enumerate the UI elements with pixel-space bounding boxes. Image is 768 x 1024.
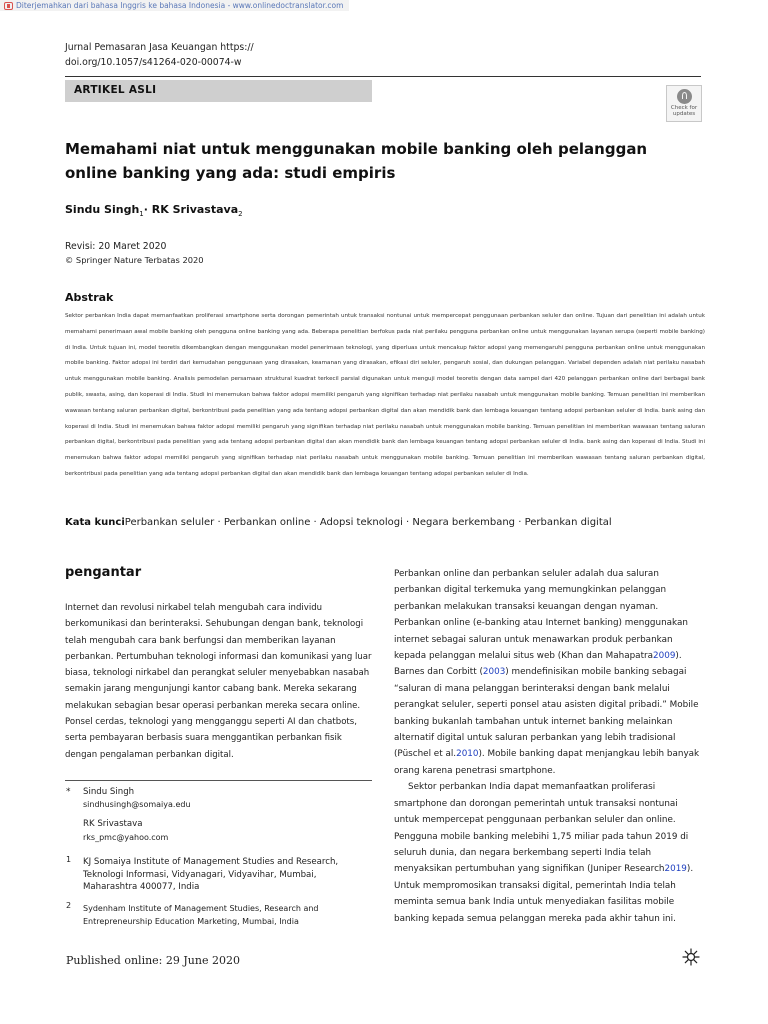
author-1[interactable]: Sindu Singh [65, 203, 140, 216]
check-for-updates-icon[interactable] [666, 85, 702, 122]
author-1-affiliation-mark: 1 [139, 210, 144, 219]
title-line-1: Memahami niat untuk menggunakan mobile banking oleh pelanggan [65, 140, 648, 158]
author-list [65, 203, 243, 218]
section-heading-introduction: pengantar [65, 565, 142, 580]
footnote-author-1-email[interactable]: sindhusingh@somaiya.edu [83, 800, 191, 809]
intro-right-paragraph-1 [394, 566, 700, 779]
affiliation-2-number: 2 [66, 901, 72, 910]
corresponding-author-mark: * [66, 787, 71, 797]
citation-link-2009[interactable]: 2009 [653, 651, 676, 662]
check-updates-line1: Check for [670, 105, 698, 111]
footnote-author-1-name: Sindu Singh [83, 787, 135, 797]
translator-banner-text[interactable]: Diterjemahkan dari bahasa Inggris ke bahasa Indonesia - www.onlinedoctranslator.com [16, 1, 344, 10]
header-rule [65, 76, 701, 77]
intro-right-paragraph-2 [394, 779, 700, 927]
intro-left-paragraph: Internet dan revolusi nirkabel telah mengubah cara individu berkomunikasi dan berinteraksi. Sehubungan dengan bank, teknologi telah mengubah cara bank berfungsi dan memberikan layanan perbankan. Pertumbuhan teknologi informasi dan komunikasi yang luar biasa, teknologi nirkabel dan perangkat seluler menyebabkan nasabah semakin jarang mengunjungi kantor cabang bank. Mereka sekarang melakukan sebagian besar operasi perbankan mereka secara online. Ponsel cerdas, teknologi yang mengganggu seperti AI dan chatbots, serta pembayaran berbasis suara menggantikan perbankan fisik dengan pengalaman perbankan digital. [65, 603, 372, 760]
abstract-text: Sektor perbankan India dapat memanfaatkan proliferasi smartphone serta dorongan pemerintah untuk transaksi nontunai untuk mempercepat penggunaan perbankan seluler dan online. Tujuan dari penelitian ini adalah untuk memahami penerimaan awal mobile banking oleh pengguna online banking yang ada. Beberapa penelitian berfokus pada niat perilaku pengguna perbankan online untuk menggunakan layanan serupa (seperti mobile banking) di India. Untuk tujuan ini, model teoretis dikembangkan dengan menggunakan model penerimaan teknologi, yang diperluas untuk mencakup faktor adopsi yang memengaruhi pengguna perbankan online untuk menggunakan mobile banking. Faktor adopsi ini terdiri dari kemudahan penggunaan yang dirasakan, keamanan yang dirasakan, efikasi diri seluler, pengaruh sosial, dan dukungan pelanggan. Variabel dependen adalah niat perilaku nasabah untuk menggunakan mobile banking. Analisis pemodelan persamaan struktural kuadrat terkecil parsial digunakan untuk menguji model teoretis dengan data sampel dari 420 pelanggan perbankan online dari berbagai bank publik, swasta, asing, dan koperasi di India. Studi ini menemukan bahwa faktor adopsi memiliki pengaruh yang signifikan terhadap niat perilaku nasabah untuk menggunakan mobile banking. Temuan penelitian ini memberikan wawasan tentang saluran perbankan digital, berkontribusi pada penelitian yang ada tentang adopsi perbankan digital dan akan mendidik bank dan lembaga keuangan tentang adopsi perbankan seluler di India. bank asing dan koperasi di India. Studi ini menemukan bahwa faktor adopsi memiliki pengaruh yang signifikan terhadap niat perilaku nasabah untuk menggunakan mobile banking. Temuan penelitian ini memberikan wawasan tentang saluran perbankan digital, berkontribusi pada penelitian yang ada tentang adopsi perbankan digital dan akan mendidik bank dan lembaga keuangan tentang adopsi perbankan seluler di India. bank asing dan koperasi di India. Studi ini menemukan bahwa faktor adopsi memiliki pengaruh yang signifikan terhadap niat perilaku nasabah untuk menggunakan mobile banking. Temuan penelitian ini memberikan wawasan tentang saluran perbankan digital, berkontribusi pada penelitian yang ada tentang adopsi perbankan digital dan akan mendidik bank dan lembaga keuangan tentang adopsi perbankan seluler di India. [65, 313, 705, 477]
revised-date: Revisi: 20 Maret 2020 [65, 241, 167, 252]
springer-horse-icon [681, 947, 701, 967]
footnote-author-2-email[interactable]: rks_pmc@yahoo.com [83, 833, 169, 842]
text-run: ) mendefinisikan mobile banking sebagai “saluran di mana pelanggan berinteraksi dengan bank melalui perangkat seluler, seperti ponsel atau asisten digital pribadi.” Mobile banking bukanlah tambahan untuk internet banking melainkan alternatif digital untuk saluran perbankan yang lebih tradisional (Püschel et al. [394, 667, 699, 760]
article-type-bar [65, 80, 372, 102]
keywords-label: Kata kunci [65, 517, 125, 528]
footnote-author-2-name: RK Srivastava [83, 819, 143, 829]
citation-link-2010[interactable]: 2010 [456, 749, 479, 760]
published-date: Published online: 29 June 2020 [66, 954, 240, 967]
affiliation-2: Sydenham Institute of Management Studies, Research and Entrepreneurship Education Marketing, Mumbai, India [83, 904, 319, 926]
keywords [65, 517, 612, 528]
check-updates-badge-icon [677, 89, 692, 104]
doi-link[interactable]: doi.org/10.1057/s41264-020-00074-w [65, 57, 242, 68]
article-type-label: ARTIKEL ASLI [74, 84, 157, 96]
translator-banner[interactable] [0, 0, 349, 11]
author-2-affiliation-mark: 2 [238, 210, 243, 219]
text-run: ). Mobile banking dapat menjangkau lebih banyak orang karena penetrasi smartphone. [394, 749, 700, 776]
citation-link-2003[interactable]: 2003 [482, 667, 506, 678]
text-run: Perbankan online dan perbankan seluler adalah dua saluran perbankan digital terkemuka yang memungkinkan pelanggan perbankan melakukan transaksi keuangan dengan nyaman. Perbankan online (e-banking atau Internet banking) menggunakan internet sebagai saluran untuk menawarkan produk perbankan kepada pelanggan melalui situs web (Khan dan Mahapatra [394, 569, 688, 662]
affiliation-1: KJ Somaiya Institute of Management Studies and Research, Teknologi Informasi, Vidyanagari, Vidyavihar, Mumbai, Maharashtra 400077, India [83, 857, 339, 892]
title-line-2: online banking yang ada: studi empiris [65, 164, 396, 182]
intro-right-column [394, 566, 700, 927]
affiliation-1-number: 1 [66, 855, 72, 864]
author-2[interactable]: · RK Srivastava [143, 203, 239, 216]
check-updates-line2: updates [672, 111, 696, 117]
article-title [65, 137, 665, 185]
text-run: ). Untuk mempromosikan transaksi digital, pemerintah India telah meminta semua bank India untuk menyediakan fasilitas mobile banking kepada semua pelanggan mereka pada akhir tahun ini. [394, 864, 694, 924]
text-run: Sektor perbankan India dapat memanfaatkan proliferasi smartphone dan dorongan pemerintah untuk transaksi nontunai untuk mempercepat penggunaan perbankan seluler dan online. Pengguna mobile banking melebihi 1,75 miliar pada tahun 2019 di seluruh dunia, dan negara berkembang seperti India telah menyaksikan pertumbuhan yang signifikan (Juniper Research [394, 782, 689, 875]
keywords-list: Perbankan seluler · Perbankan online · Adopsi teknologi · Negara berkembang · Perbankan digital [124, 517, 612, 528]
footnote-rule [65, 780, 372, 781]
translator-logo-icon [4, 2, 13, 10]
abstract-heading: Abstrak [65, 291, 114, 304]
copyright-notice: © Springer Nature Terbatas 2020 [65, 255, 204, 265]
text-run: ). Barnes dan Corbitt ( [394, 651, 682, 678]
journal-info [65, 40, 254, 70]
journal-name: Jurnal Pemasaran Jasa Keuangan https:// [65, 42, 254, 53]
citation-link-2019[interactable]: 2019 [664, 864, 687, 875]
